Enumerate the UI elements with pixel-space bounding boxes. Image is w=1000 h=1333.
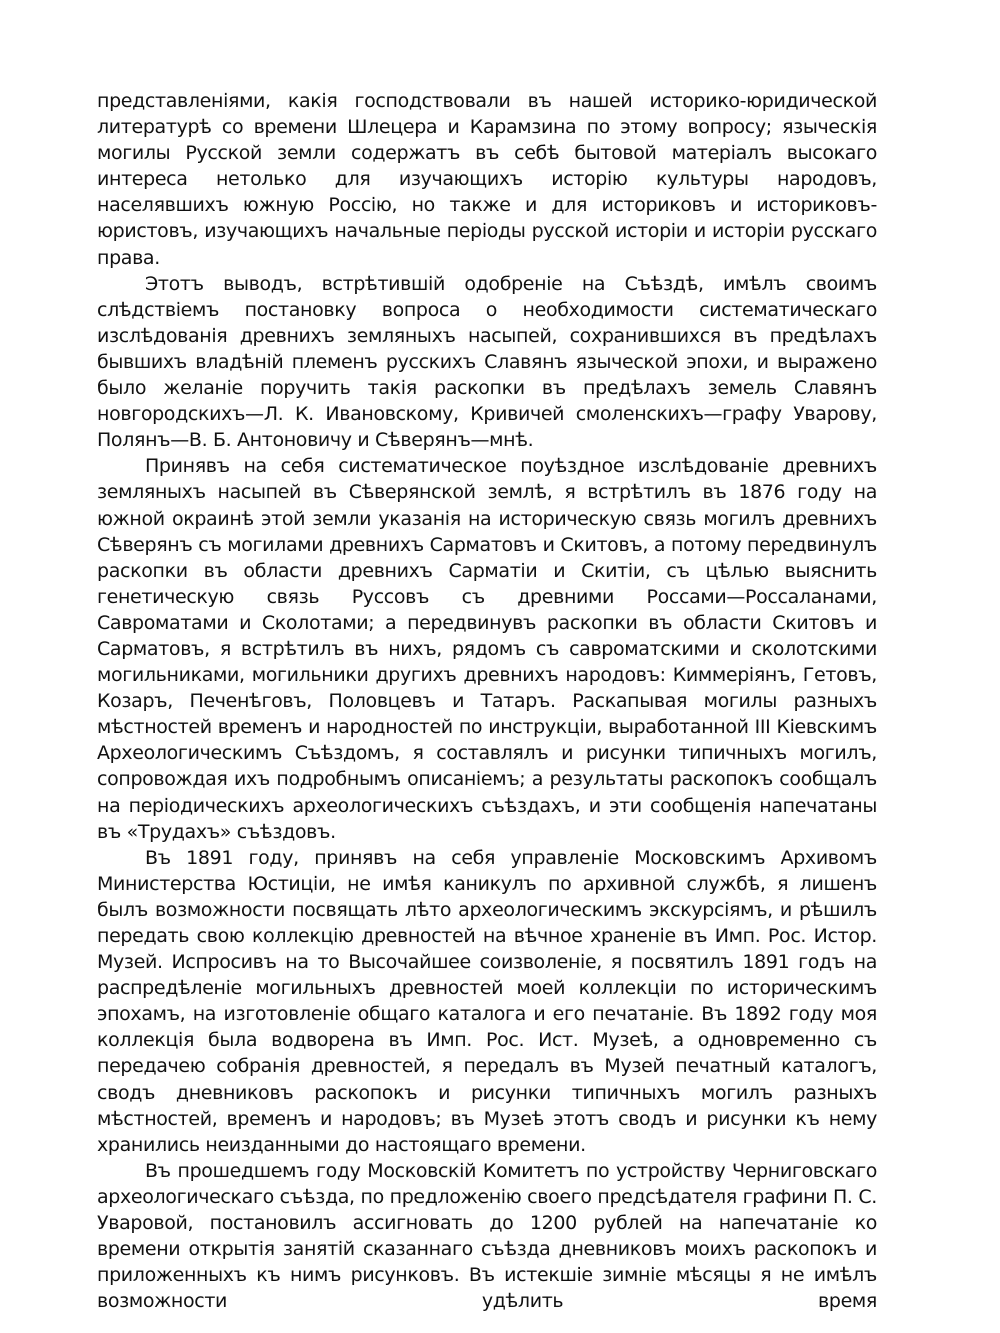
- paragraph-archive: Въ 1891 году, принявъ на себя управленіе Московскимъ Архивомъ Министерства Юстиціи, не имѣя каникулъ по архивной службѣ, я лишенъ былъ возможности посвящать лѣто археологическимъ экскурсіямъ, и рѣшилъ передать свою коллекцію древностей на вѣчное храненіе въ Имп. Рос. Истор. Музей. Испросивъ на то Высочайшее соизволеніе, я посвятилъ 1891 годъ на распредѣленіе могильныхъ древностей моей коллекціи по историческимъ эпохамъ, на изготовленіе общаго каталога и его печатаніе. Въ 1892 году моя коллекція была водворена въ Имп. Рос. Ист. Музеѣ, а одновременно съ передачею собранія древностей, я передалъ въ Музей печатный каталогъ, сводъ дневниковъ раскопокъ и рисунки типичныхъ могилъ разныхъ мѣстностей, временъ и народовъ; въ Музеѣ этотъ сводъ и рисунки къ нему хранились неизданными до настоящаго времени.: [97, 846, 877, 1156]
- paragraph-continuation: представленіями, какія господствовали въ нашей историко-юридической литературѣ со времени Шлецера и Карамзина по этому вопросу; языческія могилы Русской земли содержатъ въ себѣ бытовой матеріалъ высокаго интереса нетолько для изучающихъ исторію культуры народовъ, населявшихъ южную Россію, но также и для историковъ и историковъ-юристовъ, изучающихъ начальные періоды русской исторіи и исторіи русскаго права.: [97, 90, 877, 269]
- paragraph-conclusion: Этотъ выводъ, встрѣтившій одобреніе на Съѣздѣ, имѣлъ своимъ слѣдствіемъ постановку вопроса о необходимости систематическаго изслѣдованія древнихъ земляныхъ насыпей, сохранившихся въ предѣлахъ бывшихъ владѣній племенъ русскихъ Славянъ языческой эпохи, и выражено было желаніе поручить такія раскопки въ предѣлахъ земель Славянъ новгородскихъ—Л. К. Ивановскому, Кривичей смоленскихъ—графу Уварову, Полянъ—В. Б. Антоновичу и Сѣверянъ—мнѣ.: [97, 272, 877, 452]
- paragraph-committee: Въ прошедшемъ году Московскій Комитетъ по устройству Черниговскаго археологическаго съѣзда, по предложенію своего предсѣдателя графини П. С. Уваровой, постановилъ ассигновать до 1200 рублей на напечатаніе ко времени открытія занятій сказаннаго съѣзда дневниковъ моихъ раскопокъ и приложенныхъ къ нимъ рисунковъ. Въ истекшіе зимніе мѣсяцы я не имѣлъ возможности удѣлить время: [97, 1159, 877, 1313]
- document-page: [97, 88, 877, 1314]
- paragraph-excavations: Принявъ на себя систематическое поуѣздное изслѣдованіе древнихъ земляныхъ насыпей въ Сѣверянской землѣ, я встрѣтилъ въ 1876 году на южной окраинѣ этой земли указанія на историческую связь могилъ древнихъ Сѣверянъ съ могилами древнихъ Сарматовъ и Скитовъ, а потому передвинулъ раскопки въ области древнихъ Сарматіи и Скитіи, съ цѣлью выяснить генетическую связь Руссовъ съ древними Россами—Россаланами, Савроматами и Сколотами; а передвинувъ раскопки въ области Скитовъ и Сарматовъ, я встрѣтилъ въ нихъ, рядомъ съ савроматскими и сколотскими могильниками, могильники другихъ древнихъ народовъ: Киммеріянъ, Гетовъ, Козаръ, Печенѣговъ, Половцевъ и Татаръ. Раскапывая могилы разныхъ мѣстностей временъ и народностей по инструкціи, выработанной III Кіевскимъ Археологическимъ Съѣздомъ, я составлялъ и рисунки типичныхъ могилъ, сопровождая ихъ подробнымъ описаніемъ; а результаты раскопокъ сообщалъ на періодическихъ археологическихъ съѣздахъ, и эти сообщенія напечатаны въ «Трудахъ» съѣздовъ.: [97, 455, 877, 843]
